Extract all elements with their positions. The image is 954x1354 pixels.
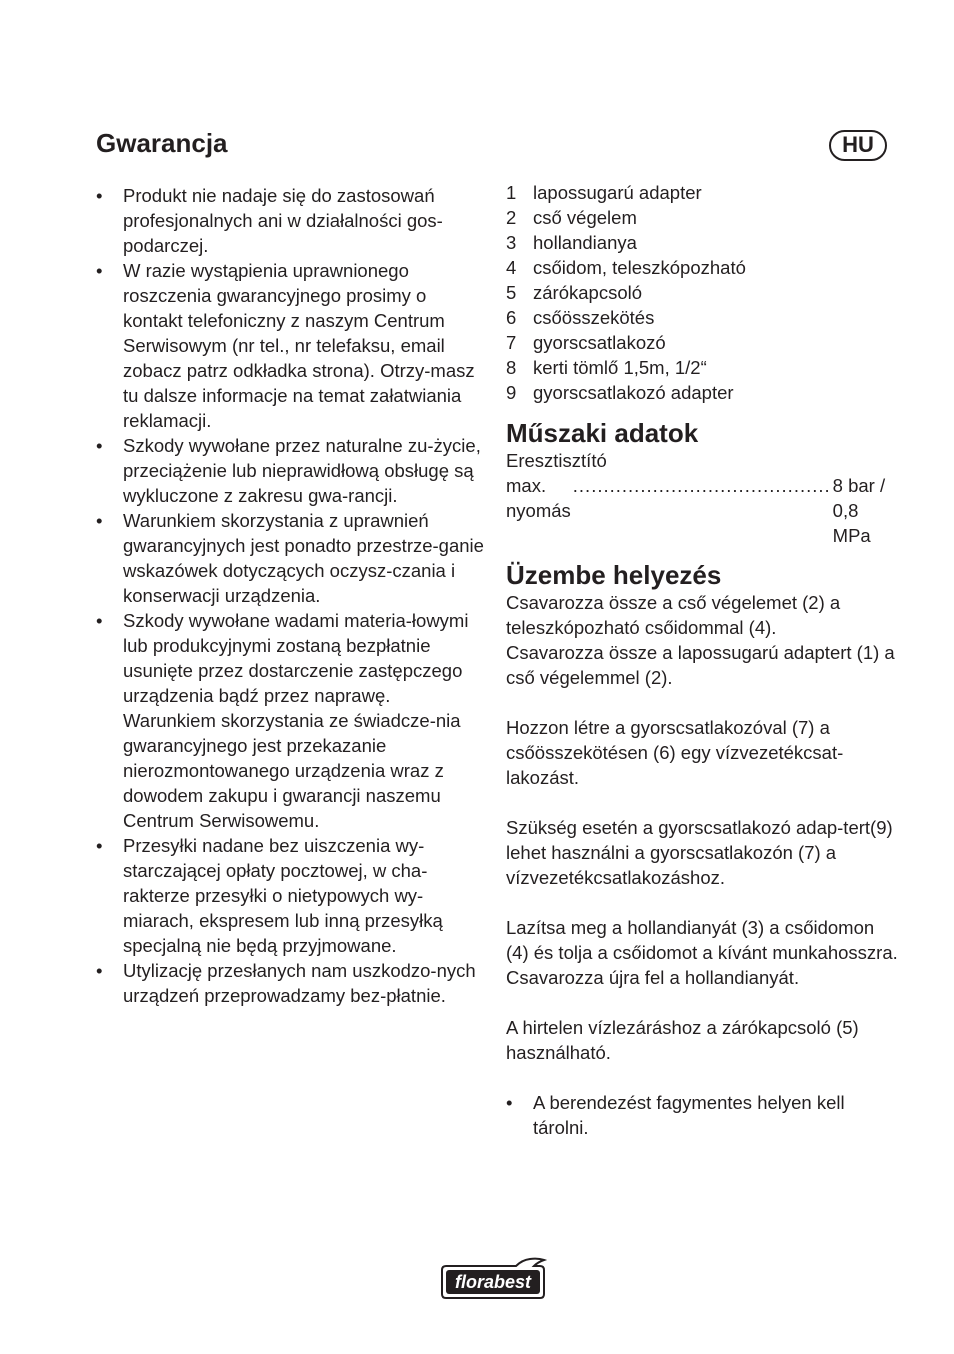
language-badge: HU [829,130,887,161]
warranty-title: Gwarancja [96,128,228,158]
usage-paragraph: Hozzon létre a gyorscsatlakozóval (7) a csőösszekötésen (6) egy vízvezetékcsat-lakozást. [506,717,844,788]
list-item: 8 kerti tömlő 1,5m, 1/2“ [506,357,707,378]
list-item: 5 zárókapcsoló [506,282,643,303]
list-item: 2 cső végelem [506,207,637,228]
usage-paragraph: Szükség esetén a gyorscsatlakozó adap-tert(9) lehet használni a gyorscsatlakozón (7) a vízvezetékcsatlakozáshoz. [506,817,893,888]
florabest-logo [438,1258,548,1300]
list-item: 6 csőösszekötés [506,307,655,328]
usage-title: Üzembe helyezés [506,560,722,590]
warranty-list [96,183,488,1008]
usage-paragraph: Csavarozza össze a cső végelemet (2) a teleszkópozható csőidommal (4). [506,592,841,638]
specs-subtitle: Eresztisztító [506,450,607,471]
usage-paragraph: Lazítsa meg a hollandianyát (3) a csőidomon (4) és tolja a csőidomot a kívánt munkahosszra. [506,917,898,963]
usage-paragraph: A hirtelen vízlezáráshoz a zárókapcsoló (5) használható. [506,1017,859,1063]
warranty-column [96,126,488,1008]
specs-title: Műszaki adatok [506,418,699,448]
spec-label: max. nyomás [506,475,571,521]
usage-bullet-list [506,1090,898,1140]
list-item: • Utylizację przesłanych nam uszkodzo-nych urządzeń przeprowadzamy bez-płatnie. [96,960,476,1006]
list-item: • A berendezést fagymentes helyen kell tárolni. [506,1092,845,1138]
logo-text: florabest [454,1272,532,1292]
hungarian-column [506,180,898,1140]
list-item: • Szkody wywołane przez naturalne zu-życie, przeciążenie lub nieprawidłową obsługę są wykluczone z zakresu gwa-rancji. [96,435,481,506]
list-item: • W razie wystąpienia uprawnionego roszczenia gwarancyjnego prosimy o kontakt telefoniczny z naszym Centrum Serwisowym (nr tel., nr telefaksu, email zobacz patrz odkładka strona). Otrzy-masz tu dalsze informacje na temat załatwiania reklamacji. [96,260,475,431]
list-item: 7 gyorscsatlakozó [506,332,666,353]
spec-dots: .......................................... [572,475,831,496]
list-item: 3 hollandianya [506,232,637,253]
list-item: • Warunkiem skorzystania z uprawnień gwarancyjnych jest ponadto przestrze-ganie wskazówek dotyczących oczysz-czania i konserwacji urządzenia. [96,510,484,606]
usage-paragraph: Csavarozza össze a lapossugarú adaptert (1) a cső végelemmel (2). [506,642,895,688]
list-item: • Przesyłki nadane bez uiszczenia wy-starczającej opłaty pocztowej, w cha-rakterze przesyłki o nietypowych wy-miarach, ekspresem lub inną przesyłką specjalną nie będą przyjmowane. [96,835,443,956]
list-item: • Szkody wywołane wadami materia-łowymi lub produkcyjnymi zostaną bezpłatnie usunięte przez dostarczenie zastępczego urządzenia bądź przez naprawę. Warunkiem skorzystania ze świadcze-nia gwarancyjnego jest przekazanie nierozmontowanego urządzenia wraz z dowodem zakupu i gwarancji naszemu Centrum Serwisowemu. [96,610,469,831]
spec-row [506,473,898,548]
parts-list [506,180,898,405]
list-item: • Produkt nie nadaje się do zastosowań profesjonalnych ani w działalności gos-podarczej. [96,185,443,256]
spec-value: 8 bar / 0,8 MPa [832,475,886,546]
usage-paragraph: Csavarozza újra fel a hollandianyát. [506,967,800,988]
list-item: 4 csőidom, teleszkópozható [506,257,746,278]
list-item: 9 gyorscsatlakozó adapter [506,382,734,403]
list-item: 1 lapossugarú adapter [506,182,702,203]
